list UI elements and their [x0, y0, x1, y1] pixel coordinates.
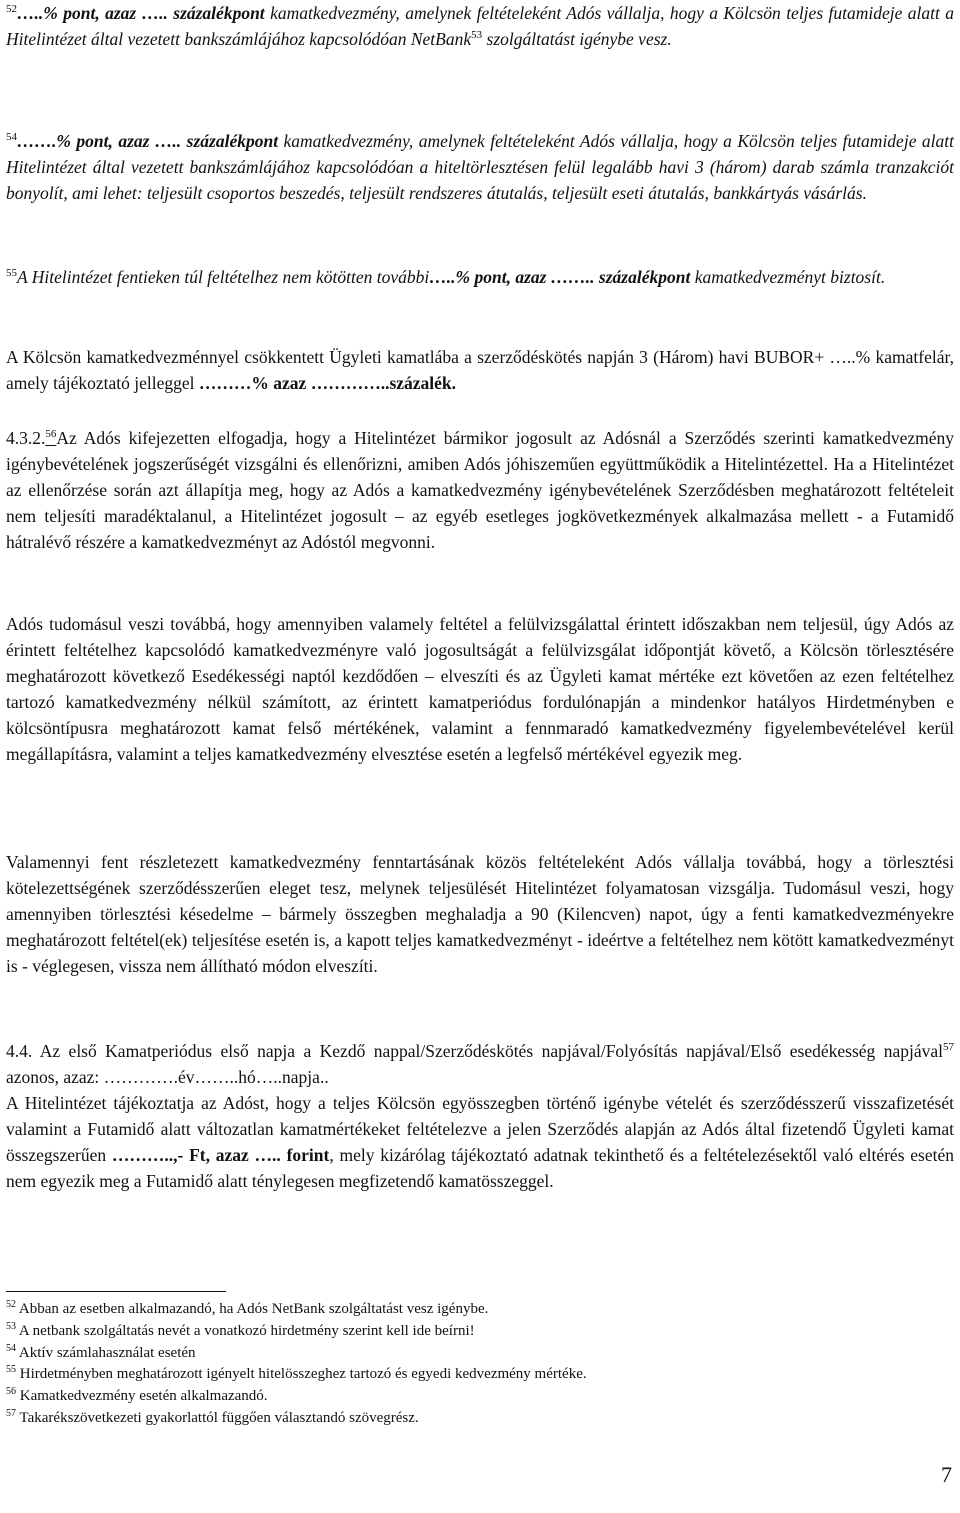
percent-blank: …….% pont, azaz …..	[17, 131, 182, 151]
footnote-53	[6, 1321, 906, 1343]
paragraph-netbank-discount	[6, 0, 954, 52]
footnote-54	[6, 1343, 906, 1365]
paragraph-text: 4.4. Az első Kamatperiódus első napja a Kezdő nappal/Szerződéskötés napjával/Folyósítás napjával/Első esedékesség napjával	[6, 1041, 943, 1061]
footnote-text: Takarékszövetkezeti gyakorlattól függően választandó szövegrész.	[16, 1409, 419, 1426]
section-4-3-2	[6, 425, 954, 555]
paragraph-text: A Hitelintézet fentieken túl feltételhez nem kötötten további	[17, 267, 430, 287]
footnote-text: Abban az esetben alkalmazandó, ha Adós NetBank szolgáltatást vesz igénybe.	[16, 1301, 489, 1317]
footnotes	[6, 1299, 906, 1430]
paragraph-text-end: szolgáltatást igénybe vesz.	[482, 29, 672, 49]
paragraph-text-end: kamatkedvezményt biztosít.	[690, 267, 886, 287]
footnote-text: A netbank szolgáltatás nevét a vonatkozó hirdetmény szerint kell ide beírni!	[16, 1322, 475, 1339]
section-number: 4.3.2.	[6, 428, 46, 448]
footnote-55	[6, 1364, 906, 1386]
footnote-separator	[6, 1291, 226, 1292]
footnote-number: 55	[6, 1364, 16, 1376]
percent-blank: …..% pont, azaz …….. százalékpont	[429, 267, 691, 287]
date-blank: azonos, azaz: ………….év……..hó…..napja..	[6, 1067, 329, 1087]
footnote-text: Aktív számlahasználat esetén	[16, 1344, 196, 1361]
paragraph-interest-info	[6, 1090, 954, 1194]
footnote-57	[6, 1408, 906, 1430]
percent-blank: …..% pont, azaz …..	[17, 3, 168, 23]
paragraph-text: kamatkedvezmény, amelynek feltételeként Adós vállalja, hogy a Kölcsön teljes futamideje alatt Hitelintézet által vezetett bankszámlájához kapcsolódóan a hiteltörlesztésen felül legalább havi 3 (három) darab számla tranzakciót bonyolít, ami lehet: teljesült csoportos beszedés, teljesült rendszeres átutalás, teljesült eseti átutalás, bankkártyás vásárlás.	[6, 131, 955, 203]
paragraph-common-conditions: Valamennyi fent részletezett kamatkedvezmény fenntartásának közös feltételeként Adós vállalja továbbá, hogy a törlesztési kötelezettségének szerződésszerűen eleget tesz, melynek teljesülését Hitelintézet folyamatosan vizsgálja. Tudomásul veszi, hogy amennyiben törlesztési késedelme – bármely összegben meghaladja a 90 (Kilencven) napot, úgy a fenti kamatkedvezményekre meghatározott feltétel(ek) teljesítése esetén is, a kapott teljes kamatkedvezményt - ideértve a feltételhez nem kötött kamatkedvezményt is - véglegesen, vissza nem állítható módon elveszíti.	[6, 852, 954, 976]
percent-point-label: százalékpont	[181, 131, 279, 151]
page-number: 7	[941, 1462, 952, 1487]
footnote-number: 57	[6, 1407, 16, 1419]
paragraph-bubor-rate	[6, 344, 954, 396]
paragraph-account-usage-discount	[6, 128, 954, 206]
footnote-ref-55: 55	[6, 267, 17, 280]
rate-unit: .százalék.	[385, 373, 457, 393]
footnote-number: 53	[6, 1320, 16, 1332]
footnote-52	[6, 1299, 906, 1321]
paragraph-text: A Hitelintézet tájékoztatja az Adóst, hogy a teljes Kölcsön egyösszegben történő igénybe vételét és szerződésszerű visszafizetését valamint a Futamidő alatt változatlan kamatmértékeket feltételezve a jelen Szerződés alapján az Adós által fizetendő Ügyleti kamat összegszerűen	[6, 1093, 954, 1165]
paragraph-text: A Kölcsön kamatkedvezménnyel csökkentett Ügyleti kamatlába a szerződéskötés napján 3 (Három) havi BUBOR+ …..% kamatfelár, amely tájékoztató jelleggel	[6, 347, 954, 393]
percent-point-label: százalékpont	[167, 3, 265, 23]
footnote-ref-54: 54	[6, 131, 17, 144]
footnote-ref-52: 52	[6, 3, 17, 16]
section-4-4	[6, 1038, 954, 1090]
footnote-text: Kamatkedvezmény esetén alkalmazandó.	[16, 1388, 268, 1405]
footnote-ref-53: 53	[471, 29, 483, 42]
paragraph-text: kamatkedvezmény, amelynek feltételeként Adós vállalja, hogy a Kölcsön teljes futamideje alatt a Hitelintézet által vezetett bankszámlájához kapcsolódóan NetBank	[6, 3, 955, 49]
footnote-number: 54	[6, 1342, 16, 1354]
footnote-56	[6, 1386, 906, 1408]
footnote-text: Hirdetményben meghatározott igényelt hitelösszeghez tartozó és egyedi kedvezmény mértéke.	[16, 1366, 587, 1383]
paragraph-text-end: , mely kizárólag tájékoztató adatnak tekinthető és a feltételezésektől való eltérés esetén nem egyezik meg a Futamidő alatt ténylegesen megfizetendő kamatösszeggel.	[6, 1145, 954, 1191]
footnote-ref-57: 57	[943, 1041, 954, 1054]
footnote-ref-56: 56	[45, 428, 57, 441]
footnote-number: 56	[6, 1386, 16, 1398]
paragraph-text: Az Adós kifejezetten elfogadja, hogy a Hitelintézet bármikor jogosult az Adósnál a Szerződés szerinti kamatkedvezmény igénybevételének jogszerűségét vizsgálni és ellenőrizni, amiben Adós jóhiszeműen együttműködik a Hitelintézettel.	[6, 428, 954, 474]
amount-blank: ………..,- Ft, azaz ….. forint	[111, 1145, 330, 1165]
rate-blank: ………% azaz ………….	[198, 373, 386, 393]
footnote-number: 52	[6, 1299, 16, 1310]
paragraph-review-condition: Adós tudomásul veszi továbbá, hogy amennyiben valamely feltétel a felülvizsgálattal érintett időszakban nem teljesül, úgy Adós az érintett feltételhez kapcsolódó kamatkedvezményre való jogosultságát a felülvizsgálat időpontját követő, a Kölcsön törlesztésére meghatározott következő Esedékességi naptól kezdődően – elveszíti és az Ügyleti kamat mértéke ezt követően az ezen feltételhez tartozó kamatkedvezmény nélkül számított, az érintett kamatperiódus fordulónapján a mindenkor hatályos Hirdetményben e kölcsöntípusra meghatározott kamat felső mértékének, valamint a fennmaradó kamatkedvezmény figyelembevételével kerül megállapításra, valamint a teljes kamatkedvezmény elvesztése esetén a legfelső mértékével egyezik meg.	[6, 614, 954, 764]
paragraph-text-cont: Ha a Hitelintézet az ellenőrzése során azt állapítja meg, hogy az Adós a kamatkedvezmény igénybevételének Szerződésben meghatározott feltételeit nem teljesíti maradéktalanul, a Hitelintézet jogosult – az egyéb esetleges jogkövetkezmények alkalmazása mellett - a Futamidő hátralévő részére a kamatkedvezményt az Adóstól megvonni.	[6, 454, 954, 552]
paragraph-unconditional-discount	[6, 264, 954, 290]
